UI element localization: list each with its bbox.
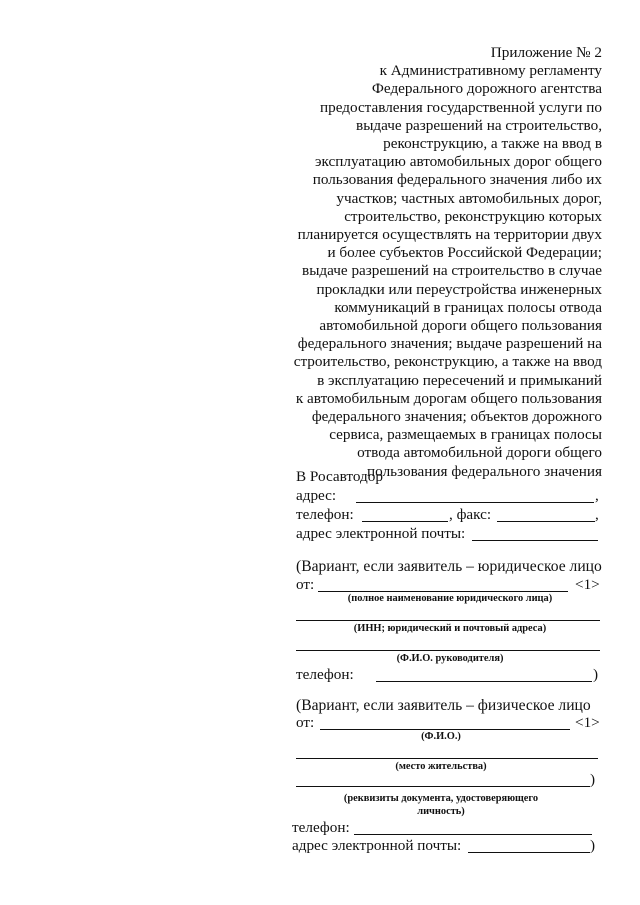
- address-label: адрес:: [296, 487, 337, 504]
- address-field[interactable]: [356, 502, 594, 503]
- legal-footnote: <1>: [575, 576, 600, 593]
- fax-label: , факс:: [449, 506, 492, 523]
- caption-individual-doc-2: личность): [417, 806, 465, 817]
- header-line: Приложение № 2: [490, 44, 602, 61]
- header-line: прокладки или переустройства инженерных: [316, 280, 602, 298]
- legal-phone-row: [296, 666, 604, 684]
- individual-from-label: от:: [296, 714, 315, 731]
- email-field[interactable]: [472, 540, 598, 541]
- header-line: строительство, реконструкцию которых: [344, 207, 602, 225]
- caption-legal-name: (полное наименование юридического лица): [347, 593, 553, 604]
- header-line: реконструкцию, а также на ввод в: [383, 135, 602, 153]
- legal-from-label: от:: [296, 576, 315, 593]
- legal-close: ): [593, 666, 599, 683]
- recipient-address-row: [296, 487, 604, 505]
- recipient-phone-fax-row: [296, 506, 604, 524]
- header-line: в эксплуатацию пересечений и примыканий: [317, 371, 602, 389]
- phone-field[interactable]: [362, 521, 448, 522]
- header-line: автомобильной дороги общего пользования: [319, 317, 602, 335]
- email-label: адрес электронной почты:: [296, 525, 466, 542]
- header-line: к Административному регламенту: [379, 62, 602, 80]
- header-line: строительство, реконструкцию, а также на ввод: [293, 353, 602, 371]
- header-line: эксплуатацию автомобильных дорог общего: [315, 153, 602, 171]
- header-line: к автомобильным дорогам общего пользования: [295, 389, 602, 407]
- individual-footnote: <1>: [575, 714, 600, 731]
- individual-variant: (Вариант, если заявитель – физическое лицо: [296, 697, 591, 714]
- individual-doc-close: ): [590, 771, 596, 788]
- fax-field[interactable]: [497, 521, 595, 522]
- header-line: отвода автомобильной дороги общего: [357, 444, 602, 462]
- caption-individual-residence: (место жительства): [395, 761, 487, 772]
- recipient-name: В Росавтодор: [296, 468, 383, 485]
- legal-phone-label: телефон:: [296, 666, 354, 683]
- individual-phone-label: телефон:: [292, 819, 350, 836]
- individual-email-field[interactable]: [468, 852, 590, 853]
- legal-head-field[interactable]: [296, 650, 600, 651]
- legal-variant: (Вариант, если заявитель – юридическое лицо: [296, 558, 602, 575]
- individual-phone-row: [292, 819, 604, 837]
- header-line: участков; частных автомобильных дорог,: [336, 189, 602, 207]
- legal-phone-field[interactable]: [376, 681, 592, 682]
- caption-legal-head: (Ф.И.О. руководителя): [396, 653, 504, 664]
- individual-doc-row: [296, 771, 604, 789]
- header-line: федерального значения; объектов дорожного: [311, 408, 602, 426]
- caption-individual-fio: (Ф.И.О.): [421, 731, 461, 742]
- header-line: пользования федерального значения: [367, 462, 602, 480]
- recipient-email-row: [296, 525, 604, 543]
- header-line: выдаче разрешений на строительство в случае: [302, 262, 602, 280]
- header-line: пользования федерального значения либо их: [312, 171, 602, 189]
- fax-comma: ,: [595, 506, 599, 523]
- header-line: коммуникаций в границах полосы отвода: [334, 298, 602, 316]
- individual-email-label: адрес электронной почты:: [292, 837, 462, 854]
- legal-inn-field[interactable]: [296, 620, 600, 621]
- individual-email-row: [292, 837, 604, 855]
- individual-doc-field[interactable]: [296, 786, 590, 787]
- appendix-header: [262, 44, 602, 481]
- caption-legal-inn: (ИНН; юридический и почтовый адреса): [353, 623, 547, 634]
- header-line: планируется осуществлять на территории двух: [297, 226, 602, 244]
- header-line: сервиса, размещаемых в границах полосы: [329, 426, 602, 444]
- header-line: и более субъектов Российской Федерации;: [327, 244, 602, 262]
- individual-phone-field[interactable]: [354, 834, 592, 835]
- header-line: федерального значения; выдаче разрешений на: [297, 335, 602, 353]
- recipient-block: [292, 468, 604, 888]
- caption-individual-doc-1: (реквизиты документа, удостоверяющего: [343, 793, 539, 804]
- address-comma: ,: [595, 487, 599, 504]
- individual-residence-field[interactable]: [296, 758, 598, 759]
- header-line: предоставления государственной услуги по: [319, 98, 602, 116]
- header-line: выдаче разрешений на строительство,: [356, 116, 602, 134]
- header-line: Федерального дорожного агентства: [371, 80, 602, 98]
- phone-label: телефон:: [296, 506, 354, 523]
- individual-close: ): [590, 837, 596, 854]
